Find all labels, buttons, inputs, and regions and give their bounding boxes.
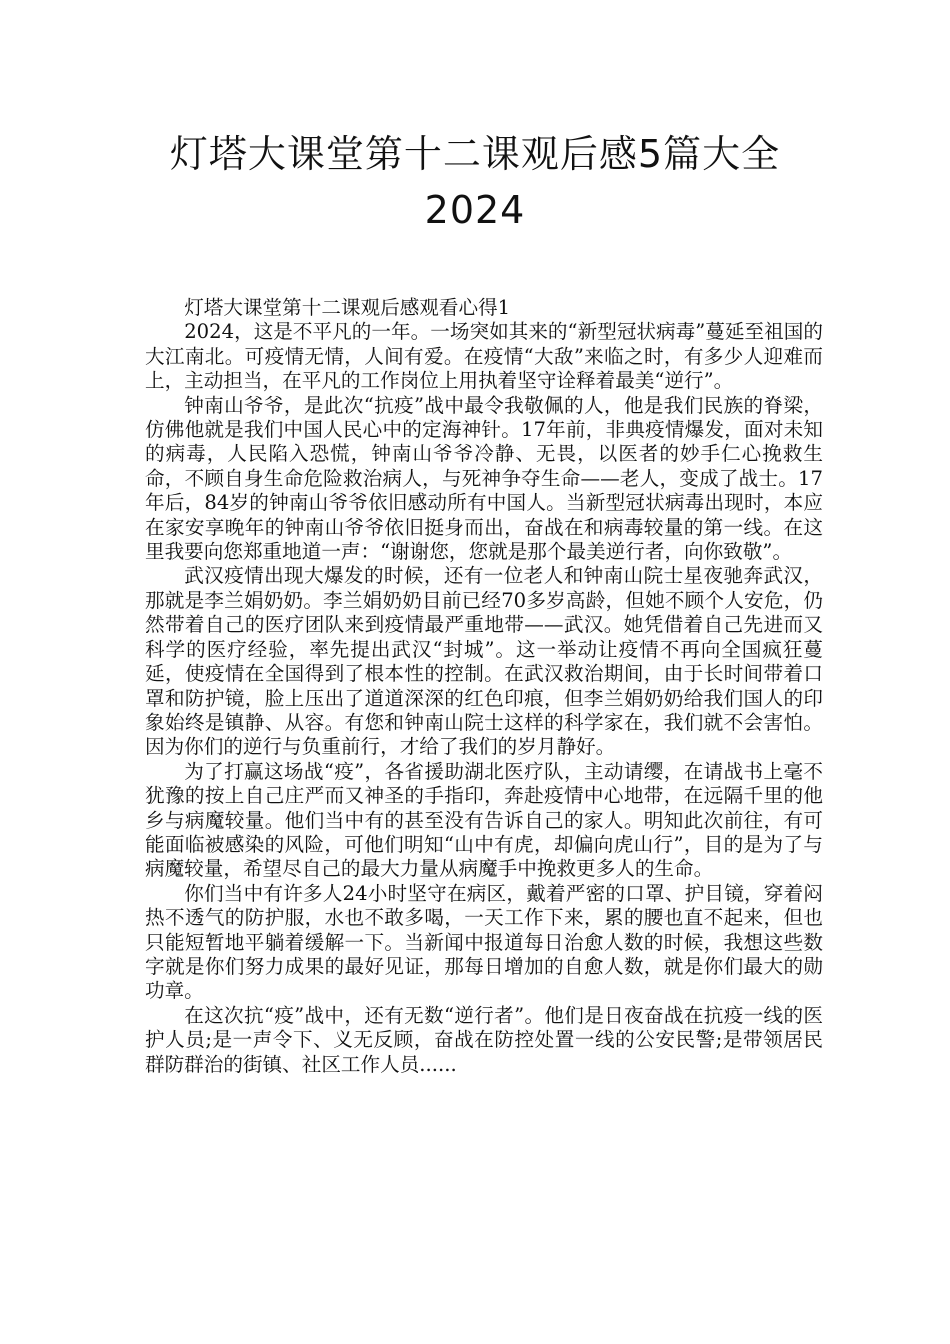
document-title bbox=[110, 126, 840, 238]
body-paragraph: 在这次抗“疫”战中，还有无数“逆行者”。他们是日夜奋战在抗疫一线的医护人员;是一声令下、义无反顾，奋战在防控处置一线的公安民警;是带领居民群防群治的街镇、社区工作人员...... bbox=[145, 1003, 823, 1076]
document-title-line-2: 2024 bbox=[424, 188, 526, 232]
body-paragraph: 钟南山爷爷，是此次“抗疫”战中最令我敬佩的人，他是我们民族的脊梁，仿佛他就是我们中国人民心中的定海神针。17年前，非典疫情爆发，面对未知的病毒，人民陷入恐慌，钟南山爷爷冷静、无畏，以医者的妙手仁心挽救生命，不顾自身生命危险救治病人，与死神争夺生命——老人，变成了战士。17年后，84岁的钟南山爷爷依旧感动所有中国人。当新型冠状病毒出现时，本应在家安享晚年的钟南山爷爷依旧挺身而出，奋战在和病毒较量的第一线。在这里我要向您郑重地道一声：“谢谢您，您就是那个最美逆行者，向你致敬”。 bbox=[145, 393, 823, 564]
document-body bbox=[145, 296, 823, 1077]
body-paragraph: 武汉疫情出现大爆发的时候，还有一位老人和钟南山院士星夜驰奔武汉，那就是李兰娟奶奶。李兰娟奶奶目前已经70多岁高龄，但她不顾个人安危，仍然带着自己的医疗团队来到疫情最严重地带——武汉。她凭借着自己先进而又科学的医疗经验，率先提出武汉“封城”。这一举动让疫情不再向全国疯狂蔓延，使疫情在全国得到了根本性的控制。在武汉救治期间，由于长时间带着口罩和防护镜，脸上压出了道道深深的红色印痕，但李兰娟奶奶给我们国人的印象始终是镇静、从容。有您和钟南山院士这样的科学家在，我们就不会害怕。因为你们的逆行与负重前行，才给了我们的岁月静好。 bbox=[145, 564, 823, 759]
body-paragraph: 为了打赢这场战“疫”，各省援助湖北医疗队，主动请缨，在请战书上毫不犹豫的按上自己庄严而又神圣的手指印，奔赴疫情中心地带，在远隔千里的他乡与病魔较量。他们当中有的甚至没有告诉自己的家人。明知此次前往，有可能面临被感染的风险，可他们明知“山中有虎，却偏向虎山行”，目的是为了与病魔较量，希望尽自己的最大力量从病魔手中挽救更多人的生命。 bbox=[145, 759, 823, 881]
body-paragraph: 你们当中有许多人24小时坚守在病区，戴着严密的口罩、护目镜，穿着闷热不透气的防护服，水也不敢多喝，一天工作下来，累的腰也直不起来，但也只能短暂地平躺着缓解一下。当新闻中报道每日治愈人数的时候，我想这些数字就是你们努力成果的最好见证，那每日增加的自愈人数，就是你们最大的勋功章。 bbox=[145, 881, 823, 1003]
section-heading: 灯塔大课堂第十二课观后感观看心得1 bbox=[184, 296, 511, 319]
body-paragraph: 2024，这是不平凡的一年。一场突如其来的“新型冠状病毒”蔓延至祖国的大江南北。可疫情无情，人间有爱。在疫情“大敌”来临之时，有多少人迎难而上，主动担当，在平凡的工作岗位上用执着坚守诠释着最美“逆行”。 bbox=[145, 320, 823, 393]
document-title-line-1: 灯塔大课堂第十二课观后感5篇大全 bbox=[169, 132, 781, 176]
